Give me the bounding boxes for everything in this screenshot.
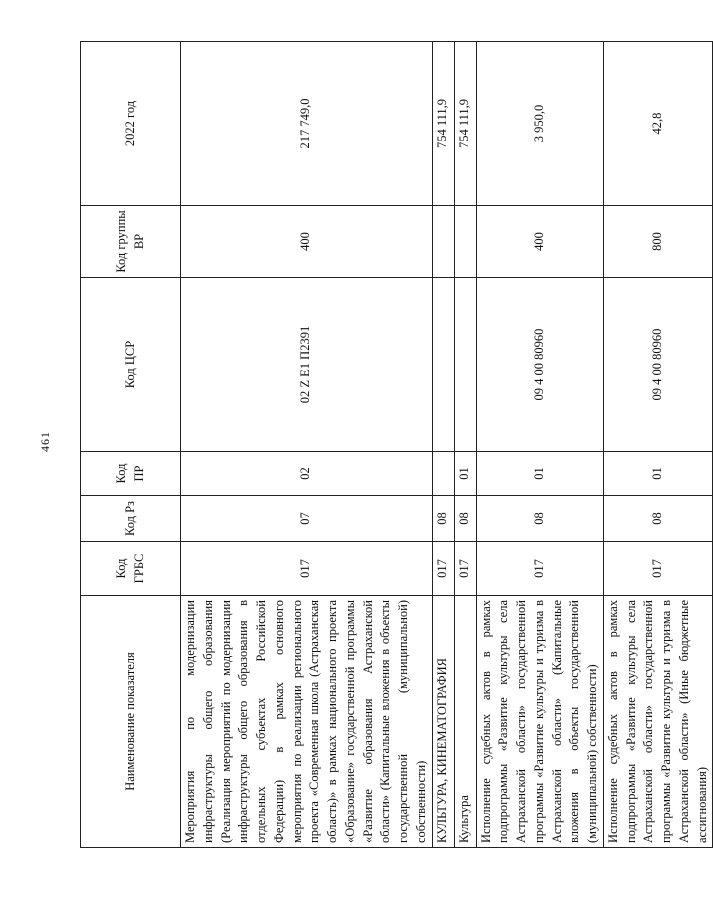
header-rz: Код Рз bbox=[81, 496, 181, 542]
row-csr: 02 Z Е1 П2391 bbox=[181, 278, 433, 452]
row-name: Культура bbox=[454, 596, 476, 848]
row-name: Исполнение судебных актов в рамках подпрограммы «Развитие культуры села Астраханской области» государственной программы «Развитие культуры и туризма в Астраханской области» (Иные бюджетные ассигнования) bbox=[603, 596, 713, 848]
header-name: Наименование показателя bbox=[81, 596, 181, 848]
table-header-row bbox=[81, 42, 181, 848]
row-vr bbox=[454, 206, 476, 278]
row-vr: 400 bbox=[476, 206, 603, 278]
row-name: Мероприятия по модернизации инфраструктуры общего образования (Реализация мероприятий по модернизации инфраструктуры общего образования в отдельных субъектах Российской Федерации) в рамках основного мероприятия по реализации регионального проекта «Современная школа (Астраханская область)» в рамках национального проекта «Образование» государственной программы «Развитие образования Астраханской области» (Капитальные вложения в объекты государственной (муниципальной) собственности) bbox=[181, 596, 433, 848]
rotated-table-frame bbox=[80, 42, 709, 848]
table-row bbox=[603, 42, 713, 848]
row-name: КУЛЬТУРА, КИНЕМАТОГРАФИЯ bbox=[432, 596, 454, 848]
table-row bbox=[432, 42, 454, 848]
row-amount: 42,8 bbox=[603, 42, 713, 206]
row-csr bbox=[432, 278, 454, 452]
header-pr: Код ПР bbox=[81, 452, 181, 496]
row-pr: 01 bbox=[476, 452, 603, 496]
budget-table bbox=[80, 41, 713, 848]
row-vr: 800 bbox=[603, 206, 713, 278]
row-name: Исполнение судебных актов в рамках подпрограммы «Развитие культуры села Астраханской области» государственной программы «Развитие культуры и туризма в Астраханской области» (Капитальные вложения в объекты государственной (муниципальной) собственности) bbox=[476, 596, 603, 848]
row-rz: 08 bbox=[603, 496, 713, 542]
row-pr: 01 bbox=[454, 452, 476, 496]
header-csr: Код ЦСР bbox=[81, 278, 181, 452]
row-grbs: 017 bbox=[181, 542, 433, 596]
row-amount: 217 749,0 bbox=[181, 42, 433, 206]
row-csr bbox=[454, 278, 476, 452]
row-csr: 09 4 00 80960 bbox=[476, 278, 603, 452]
row-rz: 08 bbox=[432, 496, 454, 542]
row-vr: 400 bbox=[181, 206, 433, 278]
row-pr bbox=[432, 452, 454, 496]
header-year: 2022 год bbox=[81, 42, 181, 206]
table-row bbox=[476, 42, 603, 848]
row-csr: 09 4 00 80960 bbox=[603, 278, 713, 452]
row-amount: 3 950,0 bbox=[476, 42, 603, 206]
row-grbs: 017 bbox=[603, 542, 713, 596]
table-row bbox=[181, 42, 433, 848]
row-grbs: 017 bbox=[432, 542, 454, 596]
row-amount: 754 111,9 bbox=[454, 42, 476, 206]
row-grbs: 017 bbox=[454, 542, 476, 596]
row-amount: 754 111,9 bbox=[432, 42, 454, 206]
header-vr: Код группы ВР bbox=[81, 206, 181, 278]
header-grbs: Код ГРБС bbox=[81, 542, 181, 596]
row-pr: 02 bbox=[181, 452, 433, 496]
row-pr: 01 bbox=[603, 452, 713, 496]
row-rz: 08 bbox=[454, 496, 476, 542]
row-rz: 08 bbox=[476, 496, 603, 542]
row-vr bbox=[432, 206, 454, 278]
page-number: 461 bbox=[38, 431, 52, 452]
row-rz: 07 bbox=[181, 496, 433, 542]
row-grbs: 017 bbox=[476, 542, 603, 596]
table-row bbox=[454, 42, 476, 848]
